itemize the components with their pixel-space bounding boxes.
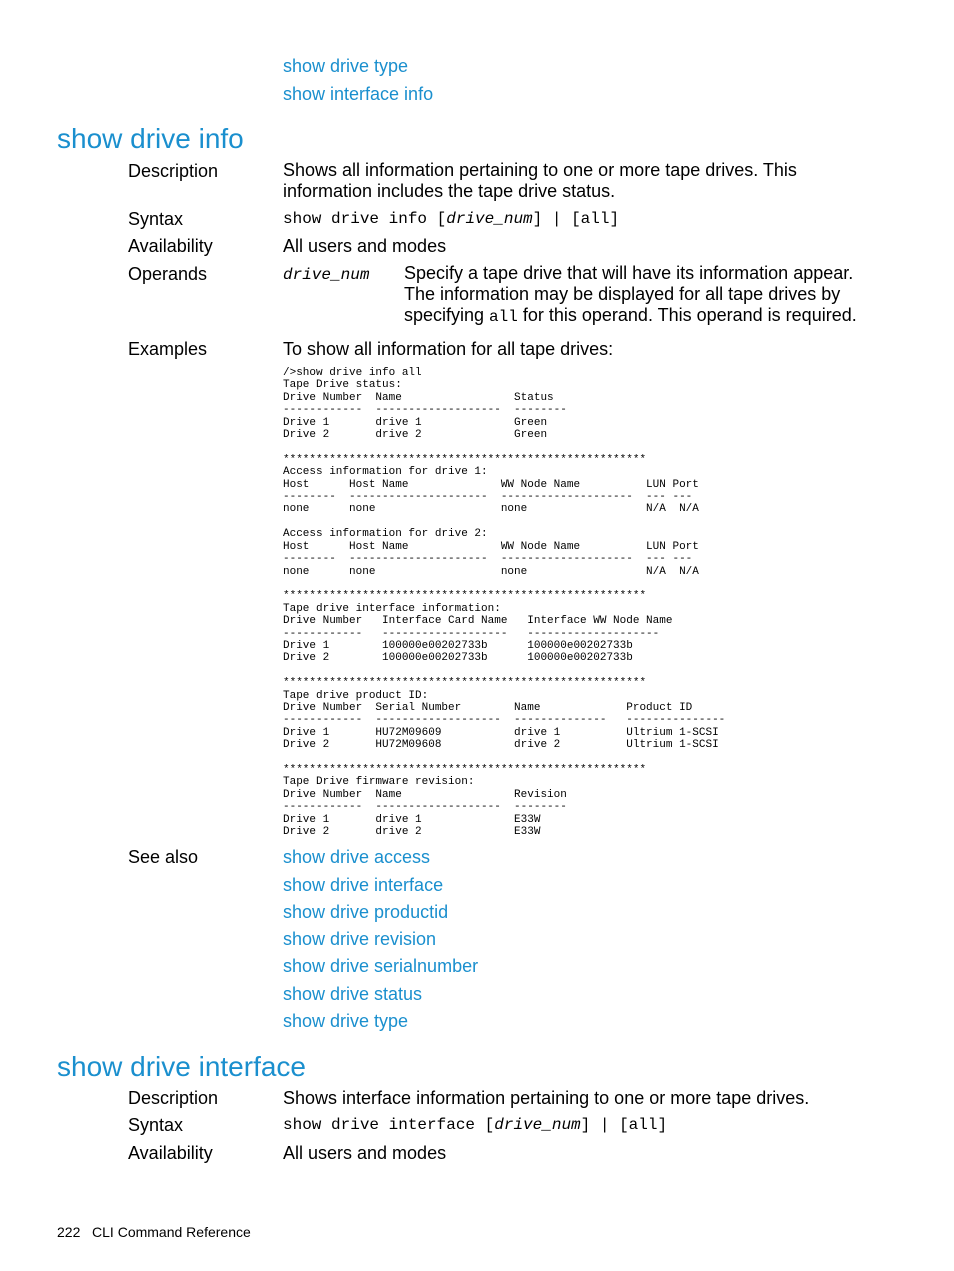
operand-description <box>404 263 874 328</box>
link-show-drive-serialnumber[interactable]: show drive serialnumber <box>283 956 479 976</box>
operand-desc-part2: for this operand. This operand is required. <box>517 305 857 325</box>
description-text-2: Shows interface information pertaining to one or more tape drives. <box>283 1088 810 1108</box>
link-show-drive-productid[interactable]: show drive productid <box>283 902 449 922</box>
syntax-code <box>283 208 619 230</box>
link-show-drive-type[interactable]: show drive type <box>283 1011 409 1031</box>
section-title-show-drive-interface: show drive interface <box>57 1051 307 1082</box>
operand-desc-part1: Specify a tape drive that will have its information appear. The information may be displayed for all tape drives by specifying <box>404 263 854 325</box>
section-title-show-drive-info: show drive info <box>57 123 244 154</box>
description-text: Shows all information pertaining to one or more tape drives. This information includes the tape drive status. <box>283 160 797 201</box>
link-show-drive-type-top[interactable]: show drive type <box>283 56 409 76</box>
syntax-post-2: ] | [all] <box>580 1116 668 1134</box>
syntax-label: Syntax <box>128 209 184 229</box>
operands-label: Operands <box>128 264 208 284</box>
syntax-code-2 <box>283 1114 667 1136</box>
syntax-post: ] | [all] <box>532 210 620 228</box>
examples-label: Examples <box>128 339 208 359</box>
footer-title: CLI Command Reference <box>92 1224 251 1240</box>
syntax-pre-2: show drive interface [ <box>283 1116 495 1134</box>
page-footer <box>57 1223 251 1241</box>
page-number: 222 <box>57 1224 81 1240</box>
example-output: />show drive info all Tape Drive status: Drive Number Name Status ------------ ------------------- -------- Drive 1 drive 1 Green Drive 2 drive 2 Green ******************************************************* Access information for drive 1: Host Host Name WW Node Name LUN Port -------- --------------------- -------------------- --- --- none none none N/A N/A Access information for drive 2: Host Host Name WW Node Name LUN Port -------- --------------------- -------------------- --- --- none none none N/A N/A ******************************************************* Tape drive interface information: Drive Number Interface Card Name Interface WW Node Name ------------ ------------------- -------------------- Drive 1 100000e00202733b 100000e00202733b Drive 2 100000e00202733b 100000e00202733b ******************************************************* Tape drive product ID: Drive Number Serial Number Name Product ID ------------ ------------------- -------------- --------------- Drive 1 HU72M09609 drive 1 Ultrium 1-SCSI Drive 2 HU72M09608 drive 2 Ultrium 1-SCSI ******************************************************* Tape Drive firmware revision: Drive Number Name Revision ------------ ------------------- -------- Drive 1 drive 1 E33W Drive 2 drive 2 E33W <box>283 367 726 839</box>
operand-desc-code: all <box>489 308 518 326</box>
availability-text-2: All users and modes <box>283 1143 447 1163</box>
examples-intro: To show all information for all tape drives: <box>283 339 614 359</box>
link-show-drive-revision[interactable]: show drive revision <box>283 929 437 949</box>
availability-label: Availability <box>128 236 213 256</box>
see-also-label: See also <box>128 847 199 867</box>
syntax-arg: drive_num <box>446 210 533 228</box>
link-show-drive-access[interactable]: show drive access <box>283 847 431 867</box>
availability-label-2: Availability <box>128 1143 213 1163</box>
operand-name: drive_num <box>283 266 370 284</box>
link-show-drive-interface[interactable]: show drive interface <box>283 875 444 895</box>
description-label: Description <box>128 161 219 181</box>
description-label-2: Description <box>128 1088 219 1108</box>
syntax-arg-2: drive_num <box>494 1116 581 1134</box>
syntax-label-2: Syntax <box>128 1115 184 1135</box>
syntax-pre: show drive info [ <box>283 210 447 228</box>
availability-text: All users and modes <box>283 236 447 256</box>
link-show-drive-status[interactable]: show drive status <box>283 984 423 1004</box>
link-show-interface-info[interactable]: show interface info <box>283 84 434 104</box>
